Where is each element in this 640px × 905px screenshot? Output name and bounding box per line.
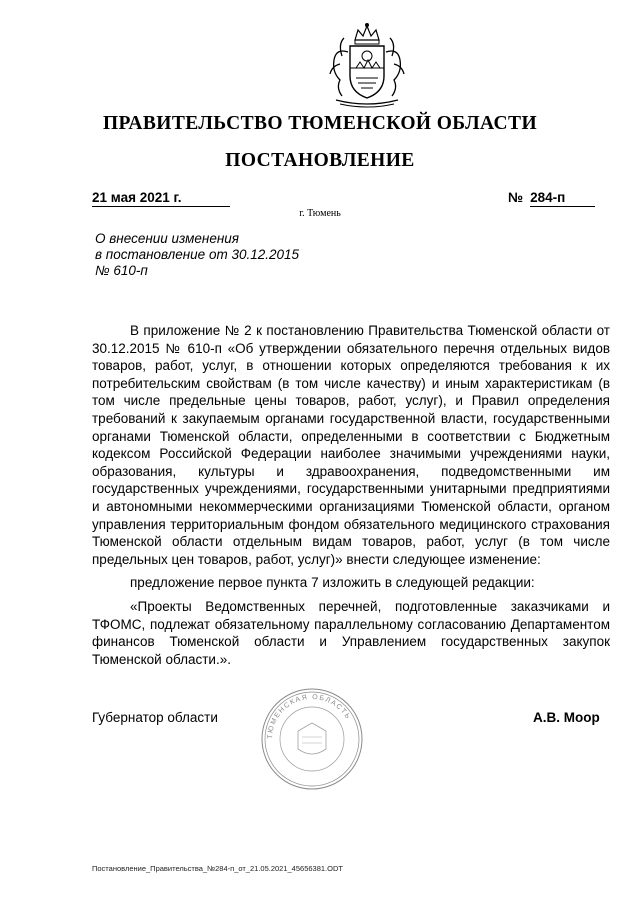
body-paragraph: предложение первое пункта 7 изложить в следующей редакции: (130, 575, 535, 591)
city: г. Тюмень (299, 208, 341, 219)
signatory-name: А.В. Моор (533, 710, 600, 725)
subject-line: О внесении изменения (95, 231, 240, 246)
subject-line: № 610-п (95, 263, 148, 278)
number-value: 284-п (530, 190, 595, 207)
document-number (508, 190, 595, 207)
document-subject (95, 231, 299, 279)
document-date: 21 мая 2021 г. (92, 190, 230, 207)
document-body (92, 322, 610, 668)
coat-of-arms-icon (322, 18, 412, 110)
body-paragraph: «Проекты Ведомственных перечней, подготовленные заказчиками и ТФОМС, подлежат обязательному параллельному согласованию Департаментом финансов Тюменской области и Управлением государственных закупок Тюменской области.». (92, 598, 610, 667)
number-sign: № (508, 190, 524, 205)
seal-stamp-icon (258, 685, 366, 793)
document-type: ПОСТАНОВЛЕНИЕ (225, 150, 415, 171)
signatory-position: Губернатор области (92, 710, 218, 725)
government-title: ПРАВИТЕЛЬСТВО ТЮМЕНСКОЙ ОБЛАСТИ (102, 113, 538, 134)
footer-filename: Постановление_Правительства_№284-п_от_21.05.2021_45656381.ODT (92, 864, 343, 873)
body-paragraph: В приложение № 2 к постановлению Правительства Тюменской области от 30.12.2015 № 610-п «Об утверждении обязательного перечня отдельных видов товаров, работ, услуг, в отношении которых определяются требования к их потребительским свойствам (в том числе качеству) и иным характеристикам (в том числе предельные цены товаров, работ, услуг), и Правил определения требований к закупаемым органами государственной власти, государственными органами Тюменской области, определенными в соответствии с Бюджетным кодексом Российской Федерации наиболее значимыми учреждениями науки, образования, культуры и здравоохранения, подведомственными им государственных учреждениями, государственными унитарными предприятиями и автономными некоммерческими организациями Тюменской области, органом управления территориальным фондом обязательного медицинского страхования Тюменской области отдельным видам товаров, работ, услуг (в том числе предельных цен товаров, работ, услуг)» внести следующее изменение: (92, 323, 610, 567)
subject-line: в постановление от 30.12.2015 (95, 247, 300, 262)
seal-text: ТЮМЕНСКАЯ ОБЛАСТЬ (266, 693, 352, 740)
